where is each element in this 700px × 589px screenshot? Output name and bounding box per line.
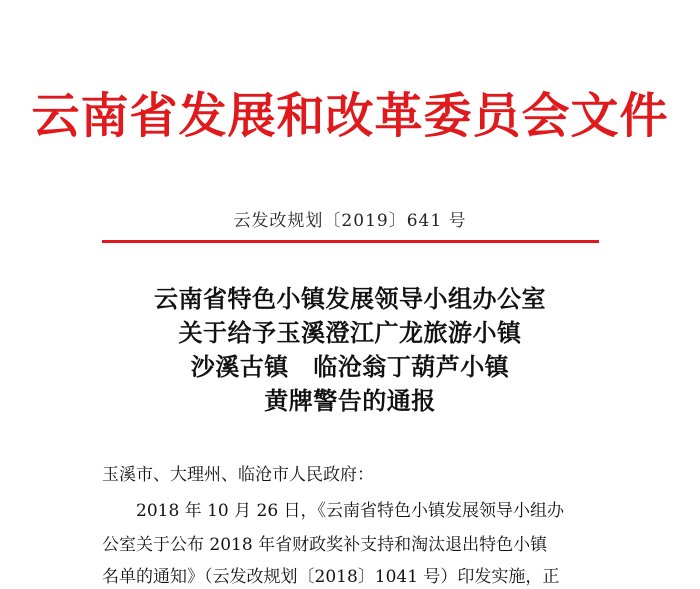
addressee-line: 玉溪市、大理州、临沧市人民政府： [102, 465, 374, 485]
title-line-3: 沙溪古镇 临沧翁丁葫芦小镇 [190, 352, 510, 381]
title-line-1: 云南省特色小镇发展领导小组办公室 [154, 284, 546, 313]
body-paragraph-line-2: 公室关于公布 2018 年省财政奖补支持和淘汰退出特色小镇 [102, 535, 548, 555]
notice-title [0, 282, 700, 418]
document-number: 云发改规划〔2019〕641 号 [233, 211, 467, 231]
body-paragraph-line-1: 2018 年 10 月 26 日，《云南省特色小镇发展领导小组办 [136, 501, 565, 521]
body-paragraph-line-3: 名单的通知》（云发改规划〔2018〕1041 号）印发实施，正 [102, 567, 560, 587]
masthead-title: 云南省发展和改革委员会文件 [31, 88, 669, 144]
red-divider-line [102, 240, 599, 243]
title-line-4: 黄牌警告的通报 [264, 386, 436, 415]
title-line-2: 关于给予玉溪澄江广龙旅游小镇 [178, 318, 522, 347]
